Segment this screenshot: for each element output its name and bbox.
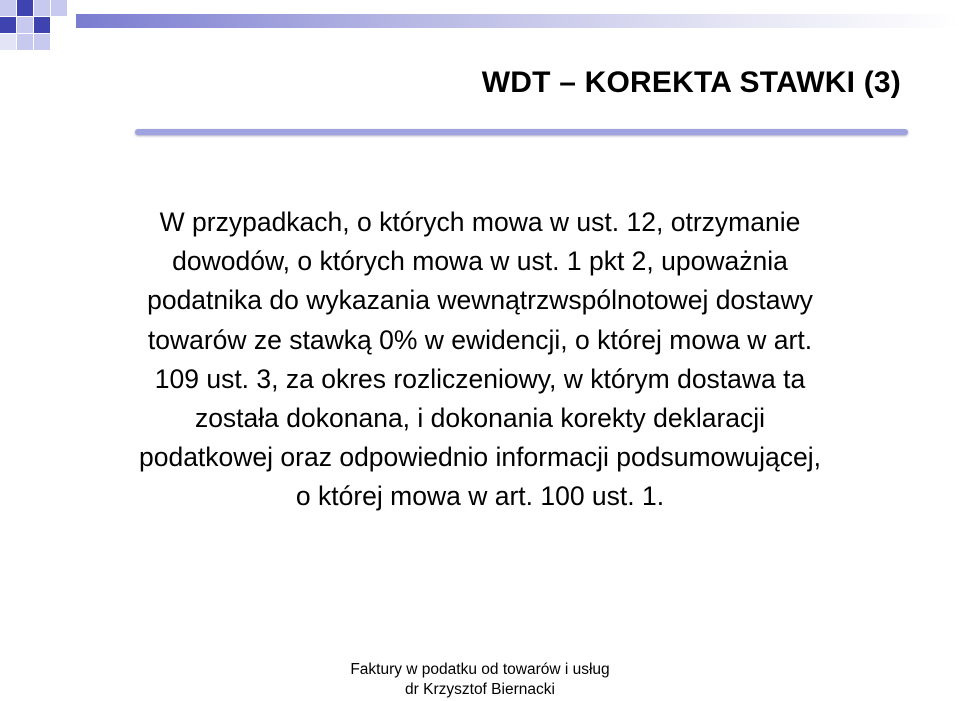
deco-square [34,0,50,16]
body-line: 109 ust. 3, za okres rozliczeniowy, w którym dostawa ta [154,363,806,394]
deco-square [17,0,33,16]
body-line: dowodów, o których mowa w ust. 1 pkt 2, upoważnia [172,246,788,277]
deco-square [0,34,16,50]
deco-square [34,17,50,33]
top-gradient-bar [76,14,959,28]
deco-square [0,17,16,33]
slide-body [50,203,910,517]
footer-course-title: Faktury w podatku od towarów i usług [350,661,610,678]
body-line: towarów ze stawką 0% w ewidencji, o której mowa w art. [147,324,813,355]
footer-author: dr Krzysztof Biernacki [405,681,555,698]
deco-square [51,0,67,16]
title-underline [135,129,908,135]
body-line: podatkowej oraz odpowiednio informacji podsumowującej, [138,442,822,473]
slide-title: WDT – KOREKTA STAWKI (3) [481,66,901,99]
deco-square [0,0,16,16]
body-line: o której mowa w art. 100 ust. 1. [295,481,665,512]
deco-square [34,34,50,50]
body-line: W przypadkach, o których mowa w ust. 12, otrzymanie [159,207,801,237]
corner-decoration [0,0,959,60]
deco-square [17,34,33,50]
slide-footer [330,660,630,700]
body-line: została dokonana, i dokonania korekty deklaracji [194,403,766,434]
body-line: podatnika do wykazania wewnątrzwspólnotowej dostawy [147,285,813,316]
deco-square [17,17,33,33]
